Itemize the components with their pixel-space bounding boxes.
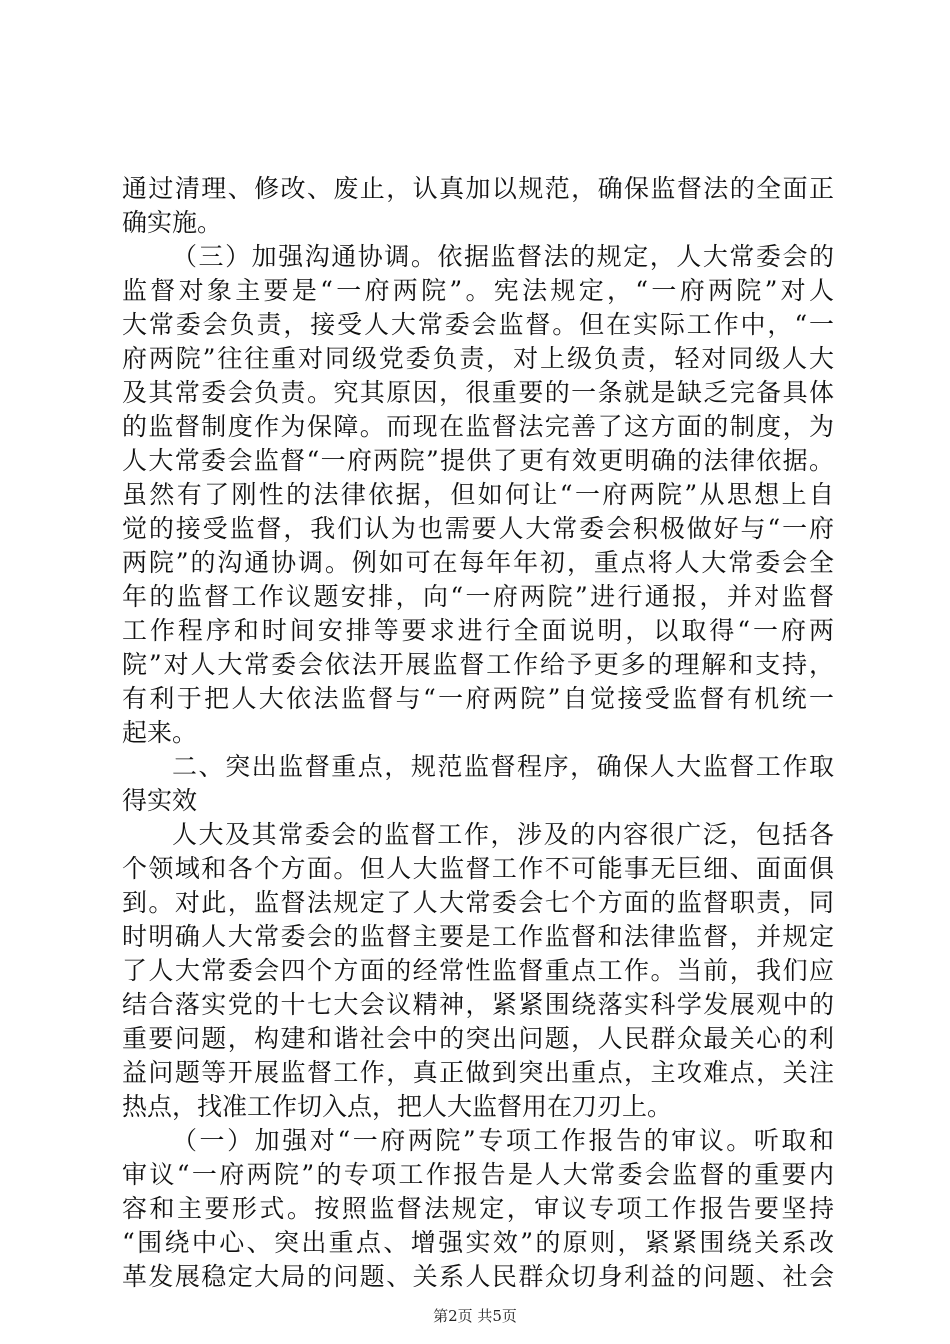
text-line: 了人大常委会四个方面的经常性监督重点工作。当前，我们应	[122, 956, 834, 985]
text-line: 确实施。	[122, 208, 223, 237]
text-line: 觉的接受监督，我们认为也需要人大常委会积极做好与“一府	[122, 514, 834, 543]
section-heading: 二、突出监督重点，规范监督程序，确保人大监督工作取	[172, 752, 834, 781]
text-line: 年的监督工作议题安排，向“一府两院”进行通报，并对监督	[122, 582, 834, 611]
text-line: 革发展稳定大局的问题、关系人民群众切身利益的问题、社会	[122, 1262, 834, 1291]
text-line: 及其常委会负责。究其原因，很重要的一条就是缺乏完备具体	[122, 378, 834, 407]
text-line: 容和主要形式。按照监督法规定，审议专项工作报告要坚持	[122, 1194, 834, 1223]
page-number: 第2页 共5页	[433, 1307, 517, 1325]
text-line: 府两院”往往重对同级党委负责，对上级负责，轻对同级人大	[122, 344, 834, 373]
text-line: 监督对象主要是“一府两院”。宪法规定，“一府两院”对人	[122, 276, 834, 305]
text-line: 时明确人大常委会的监督主要是工作监督和法律监督，并规定	[122, 922, 834, 951]
text-line: 热点，找准工作切入点，把人大监督用在刀刃上。	[122, 1092, 673, 1121]
text-line: （一）加强对“一府两院”专项工作报告的审议。听取和	[172, 1126, 834, 1155]
text-line: 通过清理、修改、废止，认真加以规范，确保监督法的全面正	[122, 174, 834, 203]
text-line: 审议“一府两院”的专项工作报告是人大常委会监督的重要内	[122, 1160, 834, 1189]
text-line: 重要问题，构建和谐社会中的突出问题，人民群众最关心的利	[122, 1024, 834, 1053]
text-line: 有利于把人大依法监督与“一府两院”自觉接受监督有机统一	[122, 684, 834, 713]
text-line: 益问题等开展监督工作，真正做到突出重点，主攻难点，关注	[122, 1058, 834, 1087]
text-line: 虽然有了刚性的法律依据，但如何让“一府两院”从思想上自	[122, 480, 834, 509]
text-line: 人大及其常委会的监督工作，涉及的内容很广泛，包括各	[172, 820, 834, 849]
text-line: 到。对此，监督法规定了人大常委会七个方面的监督职责，同	[122, 888, 834, 917]
text-line: 的监督制度作为保障。而现在监督法完善了这方面的制度，为	[122, 412, 834, 441]
text-line: 个领域和各个方面。但人大监督工作不可能事无巨细、面面俱	[122, 854, 834, 883]
text-line: 工作程序和时间安排等要求进行全面说明，以取得“一府两	[122, 616, 834, 645]
text-line: 大常委会负责，接受人大常委会监督。但在实际工作中，“一	[122, 310, 834, 339]
text-line: 院”对人大常委会依法开展监督工作给予更多的理解和支持，	[122, 650, 834, 679]
text-line: 结合落实党的十七大会议精神，紧紧围绕落实科学发展观中的	[122, 990, 834, 1019]
section-heading: 得实效	[122, 786, 198, 815]
text-line: 人大常委会监督“一府两院”提供了更有效更明确的法律依据。	[122, 446, 834, 475]
text-line: “围绕中心、突出重点、增强实效”的原则，紧紧围绕关系改	[122, 1228, 834, 1257]
text-line: （三）加强沟通协调。依据监督法的规定，人大常委会的	[172, 242, 834, 271]
text-line: 起来。	[122, 718, 198, 747]
text-line: 两院”的沟通协调。例如可在每年年初，重点将人大常委会全	[122, 548, 834, 577]
